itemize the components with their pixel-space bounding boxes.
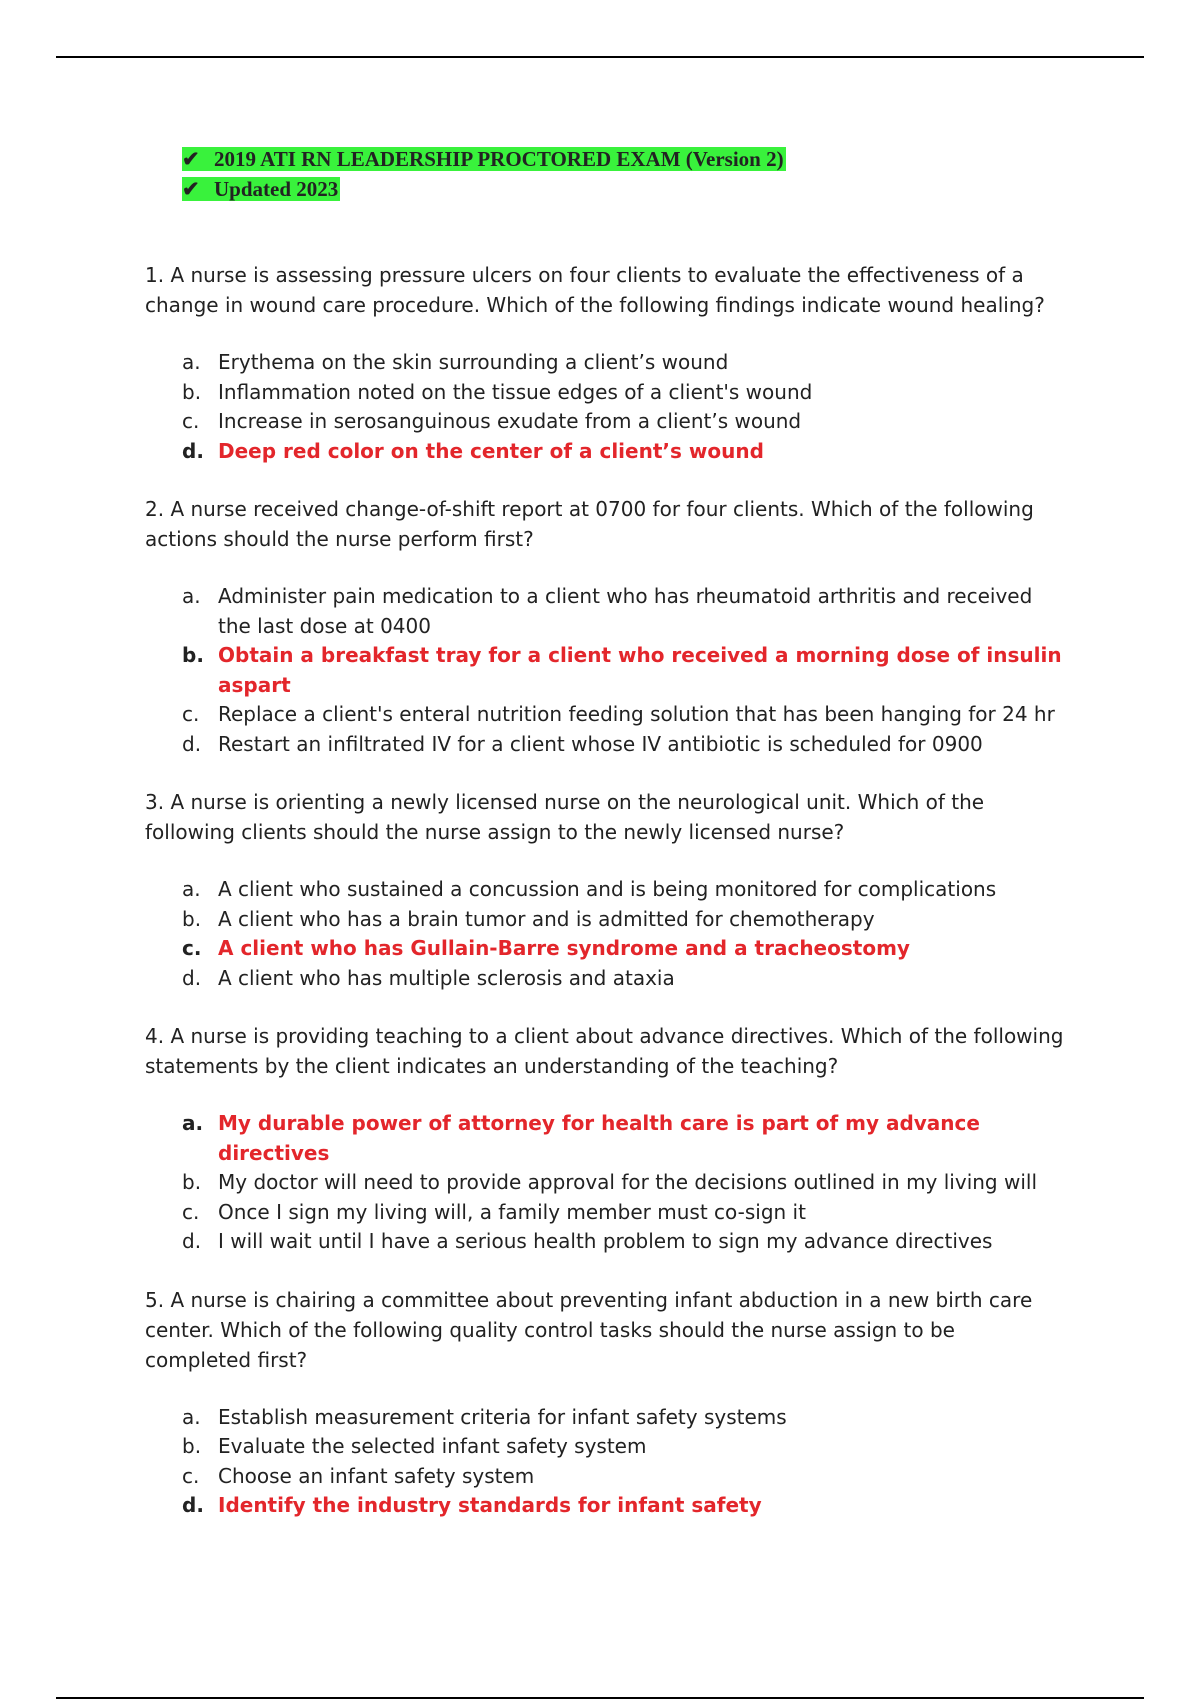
option-text: Erythema on the skin surrounding a client’s wound bbox=[218, 350, 729, 374]
option-text: A client who has multiple sclerosis and ataxia bbox=[218, 965, 675, 990]
question-1 bbox=[145, 260, 1065, 466]
option-text: A client who has Gullain-Barre syndrome and a tracheostomy bbox=[218, 936, 910, 960]
answer-option-c bbox=[182, 1462, 1065, 1492]
question-stem: 5. A nurse is chairing a committee about preventing infant abduction in a new birth care center. Which of the following quality control tasks should the nurse assign to be completed first? bbox=[145, 1287, 1033, 1372]
option-letter: d. bbox=[182, 438, 204, 463]
option-text: My doctor will need to provide approval for the decisions outlined in my living will bbox=[218, 1170, 1038, 1194]
option-letter: c. bbox=[182, 409, 200, 433]
option-letter: b. bbox=[182, 1170, 202, 1194]
question-4 bbox=[145, 1021, 1065, 1257]
document-header bbox=[182, 144, 786, 204]
option-letter: a. bbox=[182, 350, 201, 374]
correct-answer-option-d bbox=[182, 437, 1065, 467]
option-letter: c. bbox=[182, 1199, 200, 1224]
option-letter: d. bbox=[182, 731, 202, 756]
answer-options bbox=[145, 582, 1065, 759]
correct-answer-option-b bbox=[182, 641, 1065, 700]
option-letter: d. bbox=[182, 965, 202, 990]
subtitle-highlight bbox=[182, 177, 340, 201]
option-text: Deep red color on the center of a client’s wound bbox=[218, 438, 764, 463]
answer-option-a bbox=[182, 348, 1065, 378]
question-3 bbox=[145, 787, 1065, 993]
answer-options bbox=[145, 875, 1065, 993]
option-text: Obtain a breakfast tray for a client who received a morning dose of insulin aspart bbox=[218, 643, 1062, 697]
question-stem: 2. A nurse received change-of-shift report at 0700 for four clients. Which of the following actions should the nurse perform first? bbox=[145, 497, 1034, 551]
question-stem: 4. A nurse is providing teaching to a client about advance directives. Which of the following statements by the client indicates an understanding of the teaching? bbox=[145, 1024, 1064, 1078]
header-title-line bbox=[182, 144, 786, 174]
option-text: Replace a client's enteral nutrition feeding solution that has been hanging for 24 hr bbox=[218, 702, 1055, 726]
question-2 bbox=[145, 494, 1065, 759]
header-subtitle-line bbox=[182, 174, 786, 204]
option-letter: c. bbox=[182, 936, 202, 960]
question-5 bbox=[145, 1285, 1065, 1521]
option-letter: d. bbox=[182, 1229, 202, 1253]
answer-option-c bbox=[182, 1198, 1065, 1228]
option-letter: d. bbox=[182, 1493, 204, 1517]
option-text: Choose an infant safety system bbox=[218, 1463, 535, 1488]
option-letter: b. bbox=[182, 906, 202, 931]
checkmark-icon: ✔ bbox=[182, 177, 200, 201]
title-highlight bbox=[182, 147, 786, 171]
option-letter: b. bbox=[182, 379, 202, 404]
option-letter: a. bbox=[182, 1404, 201, 1429]
option-text: Administer pain medication to a client who has rheumatoid arthritis and received the last dose at 0400 bbox=[218, 584, 1033, 638]
option-letter: c. bbox=[182, 702, 200, 726]
option-text: Identify the industry standards for infant safety bbox=[218, 1493, 762, 1517]
answer-option-b bbox=[182, 1432, 1065, 1462]
document-title: 2019 ATI RN LEADERSHIP PROCTORED EXAM (Version 2) bbox=[214, 147, 784, 171]
option-text: Once I sign my living will, a family member must co-sign it bbox=[218, 1199, 806, 1224]
option-text: A client who has a brain tumor and is admitted for chemotherapy bbox=[218, 906, 875, 931]
answer-option-a bbox=[182, 875, 1065, 905]
answer-option-d bbox=[182, 964, 1065, 994]
document-subtitle: Updated 2023 bbox=[214, 177, 339, 201]
correct-answer-option-c bbox=[182, 934, 1065, 964]
answer-option-c bbox=[182, 700, 1065, 730]
option-letter: a. bbox=[182, 1111, 204, 1135]
option-text: Increase in serosanguinous exudate from a client’s wound bbox=[218, 409, 802, 433]
question-stem: 3. A nurse is orienting a newly licensed nurse on the neurological unit. Which of the following clients should the nurse assign to the newly licensed nurse? bbox=[145, 790, 985, 844]
option-text: Establish measurement criteria for infant safety systems bbox=[218, 1404, 787, 1429]
page-bottom-rule bbox=[56, 1697, 1144, 1699]
answer-option-c bbox=[182, 407, 1065, 437]
answer-option-b bbox=[182, 905, 1065, 935]
option-text: Evaluate the selected infant safety system bbox=[218, 1434, 647, 1458]
answer-option-b bbox=[182, 1168, 1065, 1198]
option-text: My durable power of attorney for health care is part of my advance directives bbox=[218, 1111, 980, 1165]
option-letter: a. bbox=[182, 877, 201, 901]
answer-options bbox=[145, 1109, 1065, 1257]
answer-option-b bbox=[182, 378, 1065, 408]
correct-answer-option-a bbox=[182, 1109, 1065, 1168]
answer-option-d bbox=[182, 730, 1065, 760]
answer-options bbox=[145, 348, 1065, 466]
answer-options bbox=[145, 1403, 1065, 1521]
option-text: I will wait until I have a serious health problem to sign my advance directives bbox=[218, 1229, 993, 1253]
question-list bbox=[145, 260, 1065, 1549]
option-letter: b. bbox=[182, 1434, 202, 1458]
option-text: A client who sustained a concussion and is being monitored for complications bbox=[218, 877, 997, 901]
option-letter: b. bbox=[182, 643, 204, 667]
checkmark-icon: ✔ bbox=[182, 147, 200, 171]
option-text: Restart an infiltrated IV for a client whose IV antibiotic is scheduled for 0900 bbox=[218, 731, 983, 756]
page-top-rule bbox=[56, 56, 1144, 58]
option-letter: c. bbox=[182, 1463, 200, 1488]
option-text: Inflammation noted on the tissue edges of a client's wound bbox=[218, 379, 813, 404]
option-letter: a. bbox=[182, 584, 201, 608]
correct-answer-option-d bbox=[182, 1491, 1065, 1521]
answer-option-a bbox=[182, 1403, 1065, 1433]
answer-option-d bbox=[182, 1227, 1065, 1257]
answer-option-a bbox=[182, 582, 1065, 641]
question-stem: 1. A nurse is assessing pressure ulcers on four clients to evaluate the effectiveness of a change in wound care procedure. Which of the following findings indicate wound healing? bbox=[145, 263, 1045, 317]
